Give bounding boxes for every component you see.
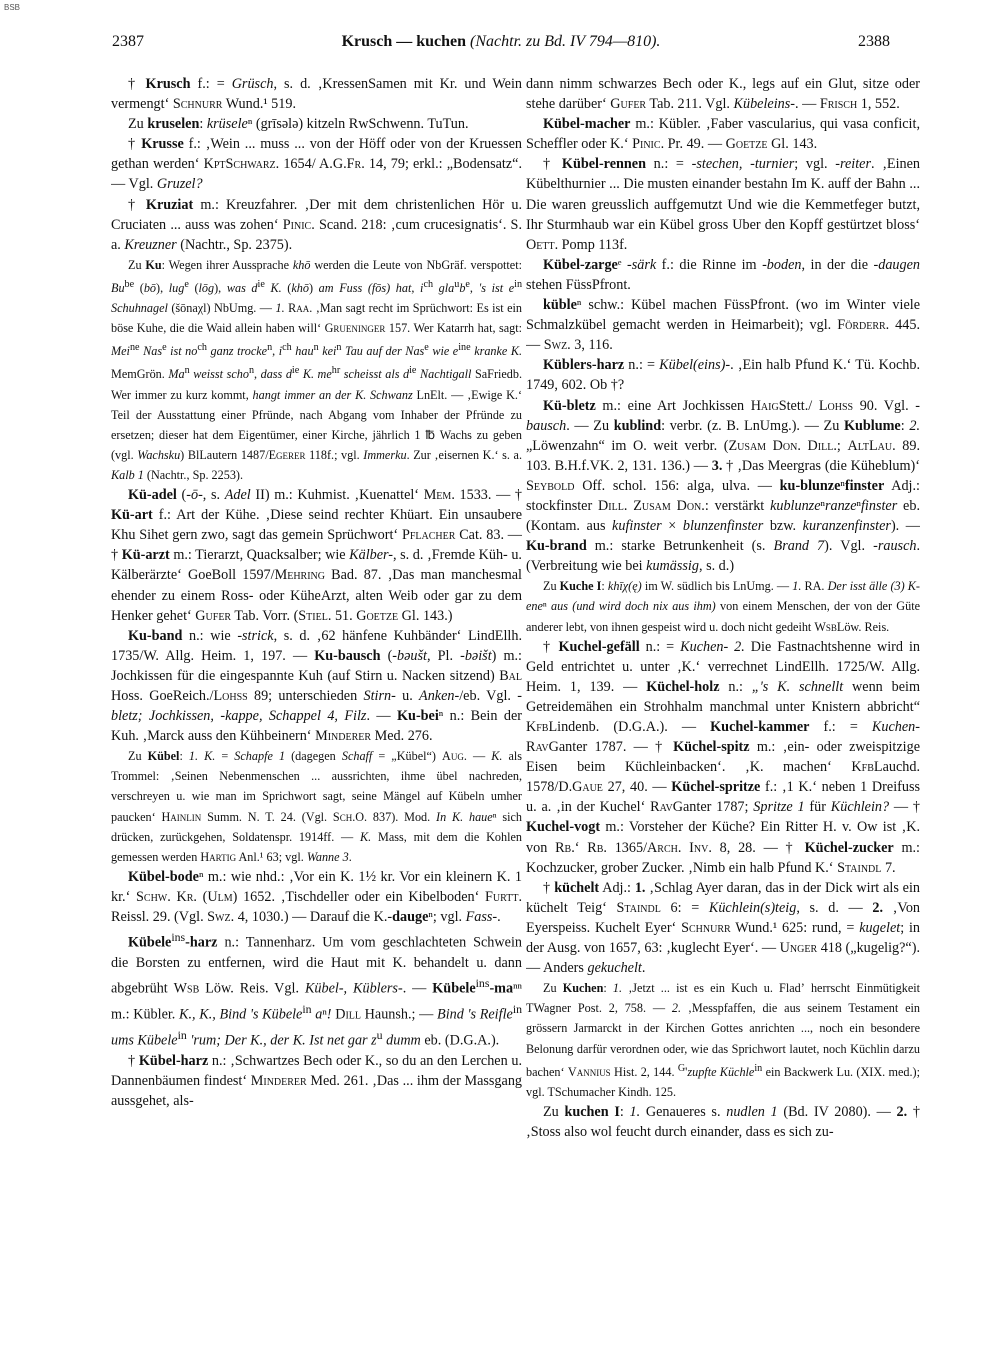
dictionary-entry: Kübel-zargeᵉ -särk f.: die Rinne im -boden, in der die -daugen stehen FüssPfront. xyxy=(526,256,920,293)
dictionary-entry: Zu Ku: Wegen ihrer Aussprache khō werden die Leute von NbGräf. verspottet: $Bu^{be}$ (bō), lug$^e$ (lōg), was $d^{ie}$ K. (khō) am Fuss (fōs) hat, $i^{ch}$ $gla^ub^e$, 's ist $e^{in}$ Schuhnagel (šōnaχl) NbUmg. — 1. Raa. ‚Man sagt recht im Sprüchwort: Es ist ein böse Kuhe, die die Waid allein haben will‘ Grueninger 157. Wer Katarrh hat, sagt: Mei$^{ne}$ Nas$^e$ ist $no^{ch}$ ganz trocke$^n$, $i^{ch}$ hau$^n$ kei$^n$ Tau auf der Nas$^e$ wie $e^{ine}$ kranke K. MemGrön. Ma$^n$ weisst scho$^n$, dass $d^{ie}$ K. $me^{hr}$ scheisst als $d^{ie}$ Nachtigall SaFriedb. Wer immer zu kurz kommt, hangt immer an der K. Schwanz LnElt. — ‚Ewige K.‘ Teil der Ausstattung einer Pfründe, nach Abgang vom Inhaber der Pfründe zu ersetzen; dieser hat dem Eigentümer, einer Kirche, jährlich 1 ℔ Wachs zu geben (vgl. Wachsku) BlLautern 1487/Egerer 118f.; vgl. Immerku. Zur ‚eisernen K.‘ s. a. Kalb 1 (Nachtr., Sp. 2253). xyxy=(111,257,522,482)
dictionary-entry: † Kuchel-gefäll n.: = Kuchen- 2. Die Fastnachtshenne wird in Geld entrichtet u. unter ‚K.‘ verrechnet LindEllh. 1725/W. Allg. Heim. 1, 139. — Küchel-holz n.: „'s K. schnellt wenn beim Getreidemähen ein Strohhalm manchmal unter Knistern abbricht“ KfbLindenb. (D.G.A.). — Kuchel-kammer f.: = Kuchen- RavGanter 1787. — † Küchel-spitz m.: ‚ein- oder zweispitzige Eisen beim Küchleinbacken‘. ‚K. machen‘ KfbLauchd. 1578/D.Gaue 27, 40. — Küchel-spritze f.: ‚1 K.‘ neben 1 Dreifuss u. a. ‚in der Kuchel‘ RavGanter 1787; Spritze 1 für Küchlein? — † Kuchel-vogt m.: Vorsteher der Küche? Ein Ritter H. v. Ow ist ‚K. von Rb.‘ Rb. 1365/Arch. Inv. 8, 28. — † Küchel-zucker m.: Kochzucker, grober Zucker. ‚Nimb ein halb Pfund K.‘ Staindl 7. xyxy=(526,638,920,876)
running-title-main: Krusch — kuchen xyxy=(341,33,467,50)
page-number-right: 2388 xyxy=(858,33,890,50)
running-title-note: (Nachtr. zu Bd. IV 794—810). xyxy=(470,33,661,50)
dictionary-entry: Kü-adel (-ō-, s. Adel II) m.: Kuhmist. ‚Kuenattel‘ Mem. 1533. — † Kü-art f.: Art der Kühe. ‚Diese seind rechter Khüart. Ein unsaubere Khu Sihet gern zwo, sagt das gemein Sprüchwort‘ Pflacher Cat. 83. — † Kü-arzt m.: Tierarzt, Quacksalber; wie Kälber-, s. d. ‚Fremde Küh- u. Kälberärzte‘ GoeBoll 1597/Mehring Bad. 87. ‚Das man manchesmal ehender zu einem Ross- oder KüheArzt, alten Weib oder gar zu dem Henker gehet‘ Gufer Tab. Vorr. (Stiel. 51. Goetze Gl. 143.) xyxy=(111,487,522,624)
dictionary-entry: Kü-bletz m.: eine Art Jochkissen HaigStett./ Lohss 90. Vgl. -bausch. — Zu kublind: verbr. (z. B. LnUmg.). — Zu Kublume: 2. „Löwenzahn“ im O. weit verbr. (Zusam Don. Dill.; AltLau. 89. 103. B.H.f.VK. 2, 131. 136.) — 3. † ‚Das Meergras (die Küheblum)‘ Seybold Off. schol. 156: alga, ulva. — ku-blunzeⁿfinster Adj.: stockfinster Dill. Zusam Don.: verstärkt kublunzeⁿranzeⁿfinster eb. (Kontam. aus kufinster × blunzenfinster bzw. kuranzenfinster). — Ku-brand m.: starke Betrunkenheit (s. Brand 7). Vgl. -rausch. (Verbreitung wie bei kumässig, s. d.) xyxy=(526,397,920,575)
dictionary-entry: kübleⁿ schw.: Kübel machen FüssPfront. (wo im Winter viele Schmalzkübel gemacht werden in Heimarbeit); vgl. Förderr. 445. — Swz. 3, 116. xyxy=(526,297,920,354)
dictionary-entry: Kübele$^{ins}$-harz n.: Tannenharz. Um vom geschlachteten Schwein die Borsten zu entfernen, wird die Haut mit K. behandelt u. dann abgebrüht Wsb Löw. Reis. Vgl. Kübel-, Küblers-. — Kübele$^{ins}$-maⁿⁿ m.: Kübler. K., K., Bind 's Kübele$^{in}$ aⁿ! Dill Haunsh.; — Bind 's Reifle$^{in}$ ums Kübele$^{in}$ 'rum; Der K., der K. Ist net gar $z^u$ dumm eb. (D.G.A.). xyxy=(111,930,522,1049)
dictionary-entry: Zu Kübel: 1. K. = Schapfe 1 (dagegen Schaff = „Kübel“) Aug. — K. als Trommel: ‚Seinen Nebenmenschen ... aussrichten, ihme übel nachreden, verschreyen u. wie man im Sprichwort sagt, seine Mängel auf Kübeln umher paucken‘ Hainlin Summ. N. T. 24. (Vgl. Sch.O. 837). Mod. In K. haueⁿ sich drücken, zurückgehen, Soldatenspr. 1914ff. — K. Mass, mit dem die Kohlen gemessen werden Hartig Anl.¹ 63; vgl. Wanne 3. xyxy=(111,749,522,864)
dictionary-entry: Kübel-bodeⁿ m.: wie nhd.: ‚Vor ein K. 1½ kr. Vor ein kleinern K. 1 kr.‘ Schw. Kr. (Ulm) 1652. ‚Tischdeller oder ein Kibelboden‘ Furtt. Reissl. 29. (Vgl. Swz. 4, 1030.) — Darauf die K.-daugeⁿ; vgl. Fass-. xyxy=(111,868,522,926)
page-number-left: 2387 xyxy=(112,33,144,50)
dictionary-entry: Zu Kuchen: 1. ‚Jetzt ... ist es ein Kuch u. Fladʼ herrscht Einmütigkeit TWagner Post. 2, 758. — 2. ‚Messpfaffen, die aus seinem Testament ein grössern Jarmarckt in der Kirchen Gottes anrichten ..., noch ein besondere Belonung darfür verordnen oder, wie das Sprichwort lautet, noch Küchlin darzu bachen‘ Vannius Hist. 2, 144. $^G$'zupfte Küchle$^{in}$ ein Backwerk Lu. (XIX. med.); vgl. TSchumacher Kindh. 125. xyxy=(526,981,920,1099)
dictionary-entry: Zu kuchen I: 1. Genaueres s. nudlen 1 (Bd. IV 2080). — 2. † ‚Stoss also wol feucht durch einander, dass es sich zu- xyxy=(526,1103,920,1140)
dictionary-entry: † Kübel-harz n.: ‚Schwartzes Bech oder K., so du an den Lerchen u. Dannenbäumen findest‘ Minderer Med. 261. ‚Das ... ihm der Massgang aussgehet, als- xyxy=(111,1052,522,1109)
dictionary-entry: Zu Kuche I: khīχ(ę) im W. südlich bis LnUmg. — 1. RA. Der isst älle (3) K-eneⁿ aus (und wird doch nix aus ihm) von einem Menschen, der von der Güte anderer lebt, von ihnen gespeist wird u. doch nicht gedeiht WsbLöw. Reis. xyxy=(526,579,920,634)
dictionary-entry: Ku-band n.: wie -strick, s. d. ‚62 hänfene Kuhbänder‘ LindEllh. 1735/W. Allg. Heim. 1, 197. — Ku-bausch (-bəušt, Pl. -bəišt) m.: Jochkissen für die eingespannte Kuh (auf Stirn u. Nacken sitzend) Bal Hoss. GoeReich./Lohss 89; unterschieden Stirn- u. Anken-/eb. Vgl. -bletz; Jochkissen, -kappe, Schappel 4, Filz. — Ku-beiⁿ n.: Bein der Kuh. ‚Marck auss den Kühbeinern‘ Minderer Med. 276. xyxy=(111,627,522,745)
left-column xyxy=(111,74,522,1349)
library-stamp: BSB xyxy=(4,3,21,12)
dictionary-entry: dann nimm schwarzes Bech oder K., legs auf ein Glut, sitze oder stehe darüber‘ Gufer Tab. 211. Vgl. Kübeleins-. — Frisch 1, 552. xyxy=(526,76,920,113)
dictionary-entry: † küchelt Adj.: 1. ‚Schlag Ayer daran, das in der Dick wirt als ein küchelt Teig‘ Staindl 6: = Küchlein(s)teig, s. d. — 2. ‚Von Eyerspeiss. Kuchelt Eyer‘ Schnurr Wund.¹ 625: rund, = kugelet; in der Ausg. von 1657, 63: ‚kuglecht Eyer‘. — Unger 418 („kugelig?“). — Anders gekuchelt. xyxy=(526,879,920,977)
dictionary-entry: Küblers-harz n.: = Kübel(eins)-. ‚Ein halb Pfund K.‘ Tü. Kochb. 1749, 602. Ob †? xyxy=(526,357,920,394)
dictionary-entry: † Krusse f.: ‚Wein ... muss ... von der Höff oder von der Kruessen gethan werden‘ KptSchwarz. 1654/ A.G.Fr. 14, 79; erkl.: „Bodensatz“. — Vgl. Gruzel? xyxy=(111,136,522,193)
dictionary-entry: Zu kruselen: krüseleⁿ (grīsələ) kitzeln RwSchwenn. TuTun. xyxy=(128,116,469,133)
running-title xyxy=(112,33,890,51)
right-column xyxy=(526,74,920,1349)
dictionary-entry: † Kübel-rennen n.: = -stechen, -turnier; vgl. -reiter. ‚Einen Kübelthurnier ... Die musten einander bestahn Im K. auff der Bahn ... Die waren greusslich auffgemutzt Und wie die Kemmetfeger butzt, Ihr Sturmhaub war ein Kübel gross Uber den Kopff gestürtzet bloss‘ Oett. Pomp 113f. xyxy=(526,156,920,253)
dictionary-entry: † Krusch f.: = Grüsch, s. d. ‚KressenSamen mit Kr. und Wein vermengt‘ Schnurr Wund.¹ 519. xyxy=(111,76,522,113)
page-header xyxy=(112,33,890,55)
dictionary-entry: Kübel-macher m.: Kübler. ‚Faber vascularius, qui vasa conficit, Scheffler oder K.‘ Pinic. Pr. 49. — Goetze Gl. 143. xyxy=(526,116,920,153)
dictionary-entry: † Kruziat m.: Kreuzfahrer. ‚Der mit dem christenlichen Hör u. Cruciaten ... auss was zohen‘ Pinic. Scand. 218: ‚cum crucesignatis‘. S. a. Kreuzner (Nachtr., Sp. 2375). xyxy=(111,196,522,253)
